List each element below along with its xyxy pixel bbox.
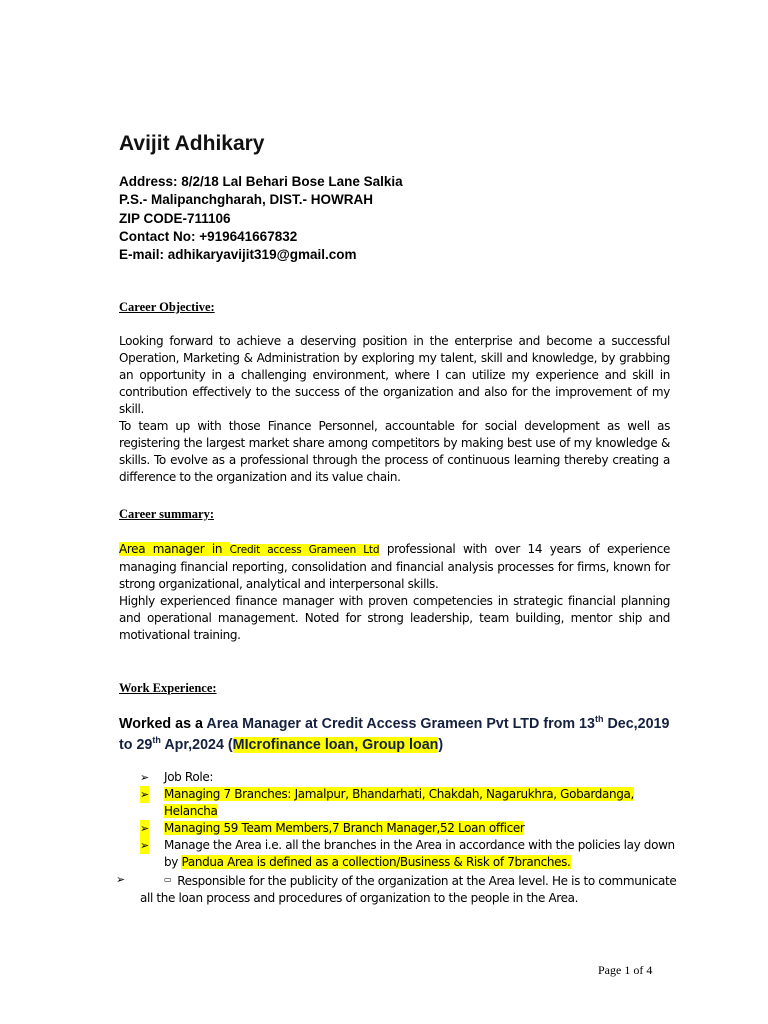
highlighted-company: Credit access Grameen Ltd [229, 544, 380, 556]
highlighted-role: Area manager in [119, 542, 230, 556]
summary-paragraph-1: Area manager in Credit access Grameen Ltd professional with over 14 years of experience managing financial reporting, consolidation and financial analysis processes for firms, known for strong organizational, analytical and interpersonal skills. [119, 542, 670, 591]
zip-code: ZIP CODE-711106 [119, 210, 231, 226]
email-address: E-mail: adhikaryavijit319@gmail.com [119, 247, 357, 263]
list-item: ➢ Manage the Area i.e. all the branches in the Area in accordance with the policies lay down by Pandua Area is defined as a collection/Business & Risk of 7branches. [140, 838, 675, 869]
arrow-bullet-icon: ➢ [116, 873, 125, 886]
arrow-bullet-icon: ➢ [140, 839, 149, 852]
career-summary-heading: Career summary: [119, 507, 215, 521]
work-experience-heading: Work Experience: [119, 681, 217, 695]
candidate-name: Avijit Adhikary [119, 132, 265, 155]
list-item: ➢ Managing 59 Team Members,7 Branch Manager,52 Loan officer [140, 821, 525, 835]
small-square-icon: ▭ [164, 875, 172, 884]
address-line-1: Address: 8/2/18 Lal Behari Bose Lane Salkia [119, 174, 403, 189]
job-role-list [116, 769, 680, 907]
arrow-bullet-icon: ➢ [140, 788, 149, 801]
list-item: ➢ Managing 7 Branches: Jamalpur, Bhandarhati, Chakdah, Nagarukhra, Gobardanga, Helancha [140, 787, 634, 818]
page-number: Page 1 of 4 [598, 963, 653, 977]
address-line-2: P.S.- Malipanchgharah, DIST.- HOWRAH [119, 192, 374, 208]
objective-paragraph-2: To team up with those Finance Personnel, accountable for social development as well as registering the largest market share among competitors by making best use of my knowledge & skills. To evolve as a professional through the process of continuous learning thereby creating a difference to the organization and its value chain. [119, 419, 670, 484]
summary-paragraph-2: Highly experienced finance manager with proven competencies in strategic financial planning and operational management. Noted for strong leadership, team building, mentor ship and motivational training. [119, 594, 670, 642]
contact-number: Contact No: +919641667832 [119, 228, 298, 244]
job-title: Worked as a Area Manager at Credit Access Grameen Pvt LTD from 13th Dec,2019 to 29th Apr,2024 (MIcrofinance loan, Group loan) [119, 714, 670, 753]
arrow-bullet-icon: ➢ [140, 771, 149, 784]
career-summary-text [119, 541, 670, 644]
career-objective-heading: Career Objective: [119, 300, 215, 314]
loan-type-highlight: MIcrofinance loan, Group loan [232, 737, 439, 753]
list-item: ➢ Job Role: [140, 770, 214, 784]
arrow-bullet-icon: ➢ [140, 822, 149, 835]
career-objective-text [119, 333, 670, 486]
contact-block [119, 173, 403, 264]
objective-paragraph-1: Looking forward to achieve a deserving position in the enterprise and become a successful Operation, Marketing & Administration by exploring my talent, skill and knowledge, by grabbing an opportunity in a challenging environment, where I can utilize my experience and skill in contribution effectively to the success of the organization and also for the improvement of my skill. [119, 334, 670, 416]
list-item: ➢ ▭ Responsible for the publicity of the organization at the Area level. He is to communicate all the loan process and procedures of organization to the people in the Area. [116, 873, 677, 905]
